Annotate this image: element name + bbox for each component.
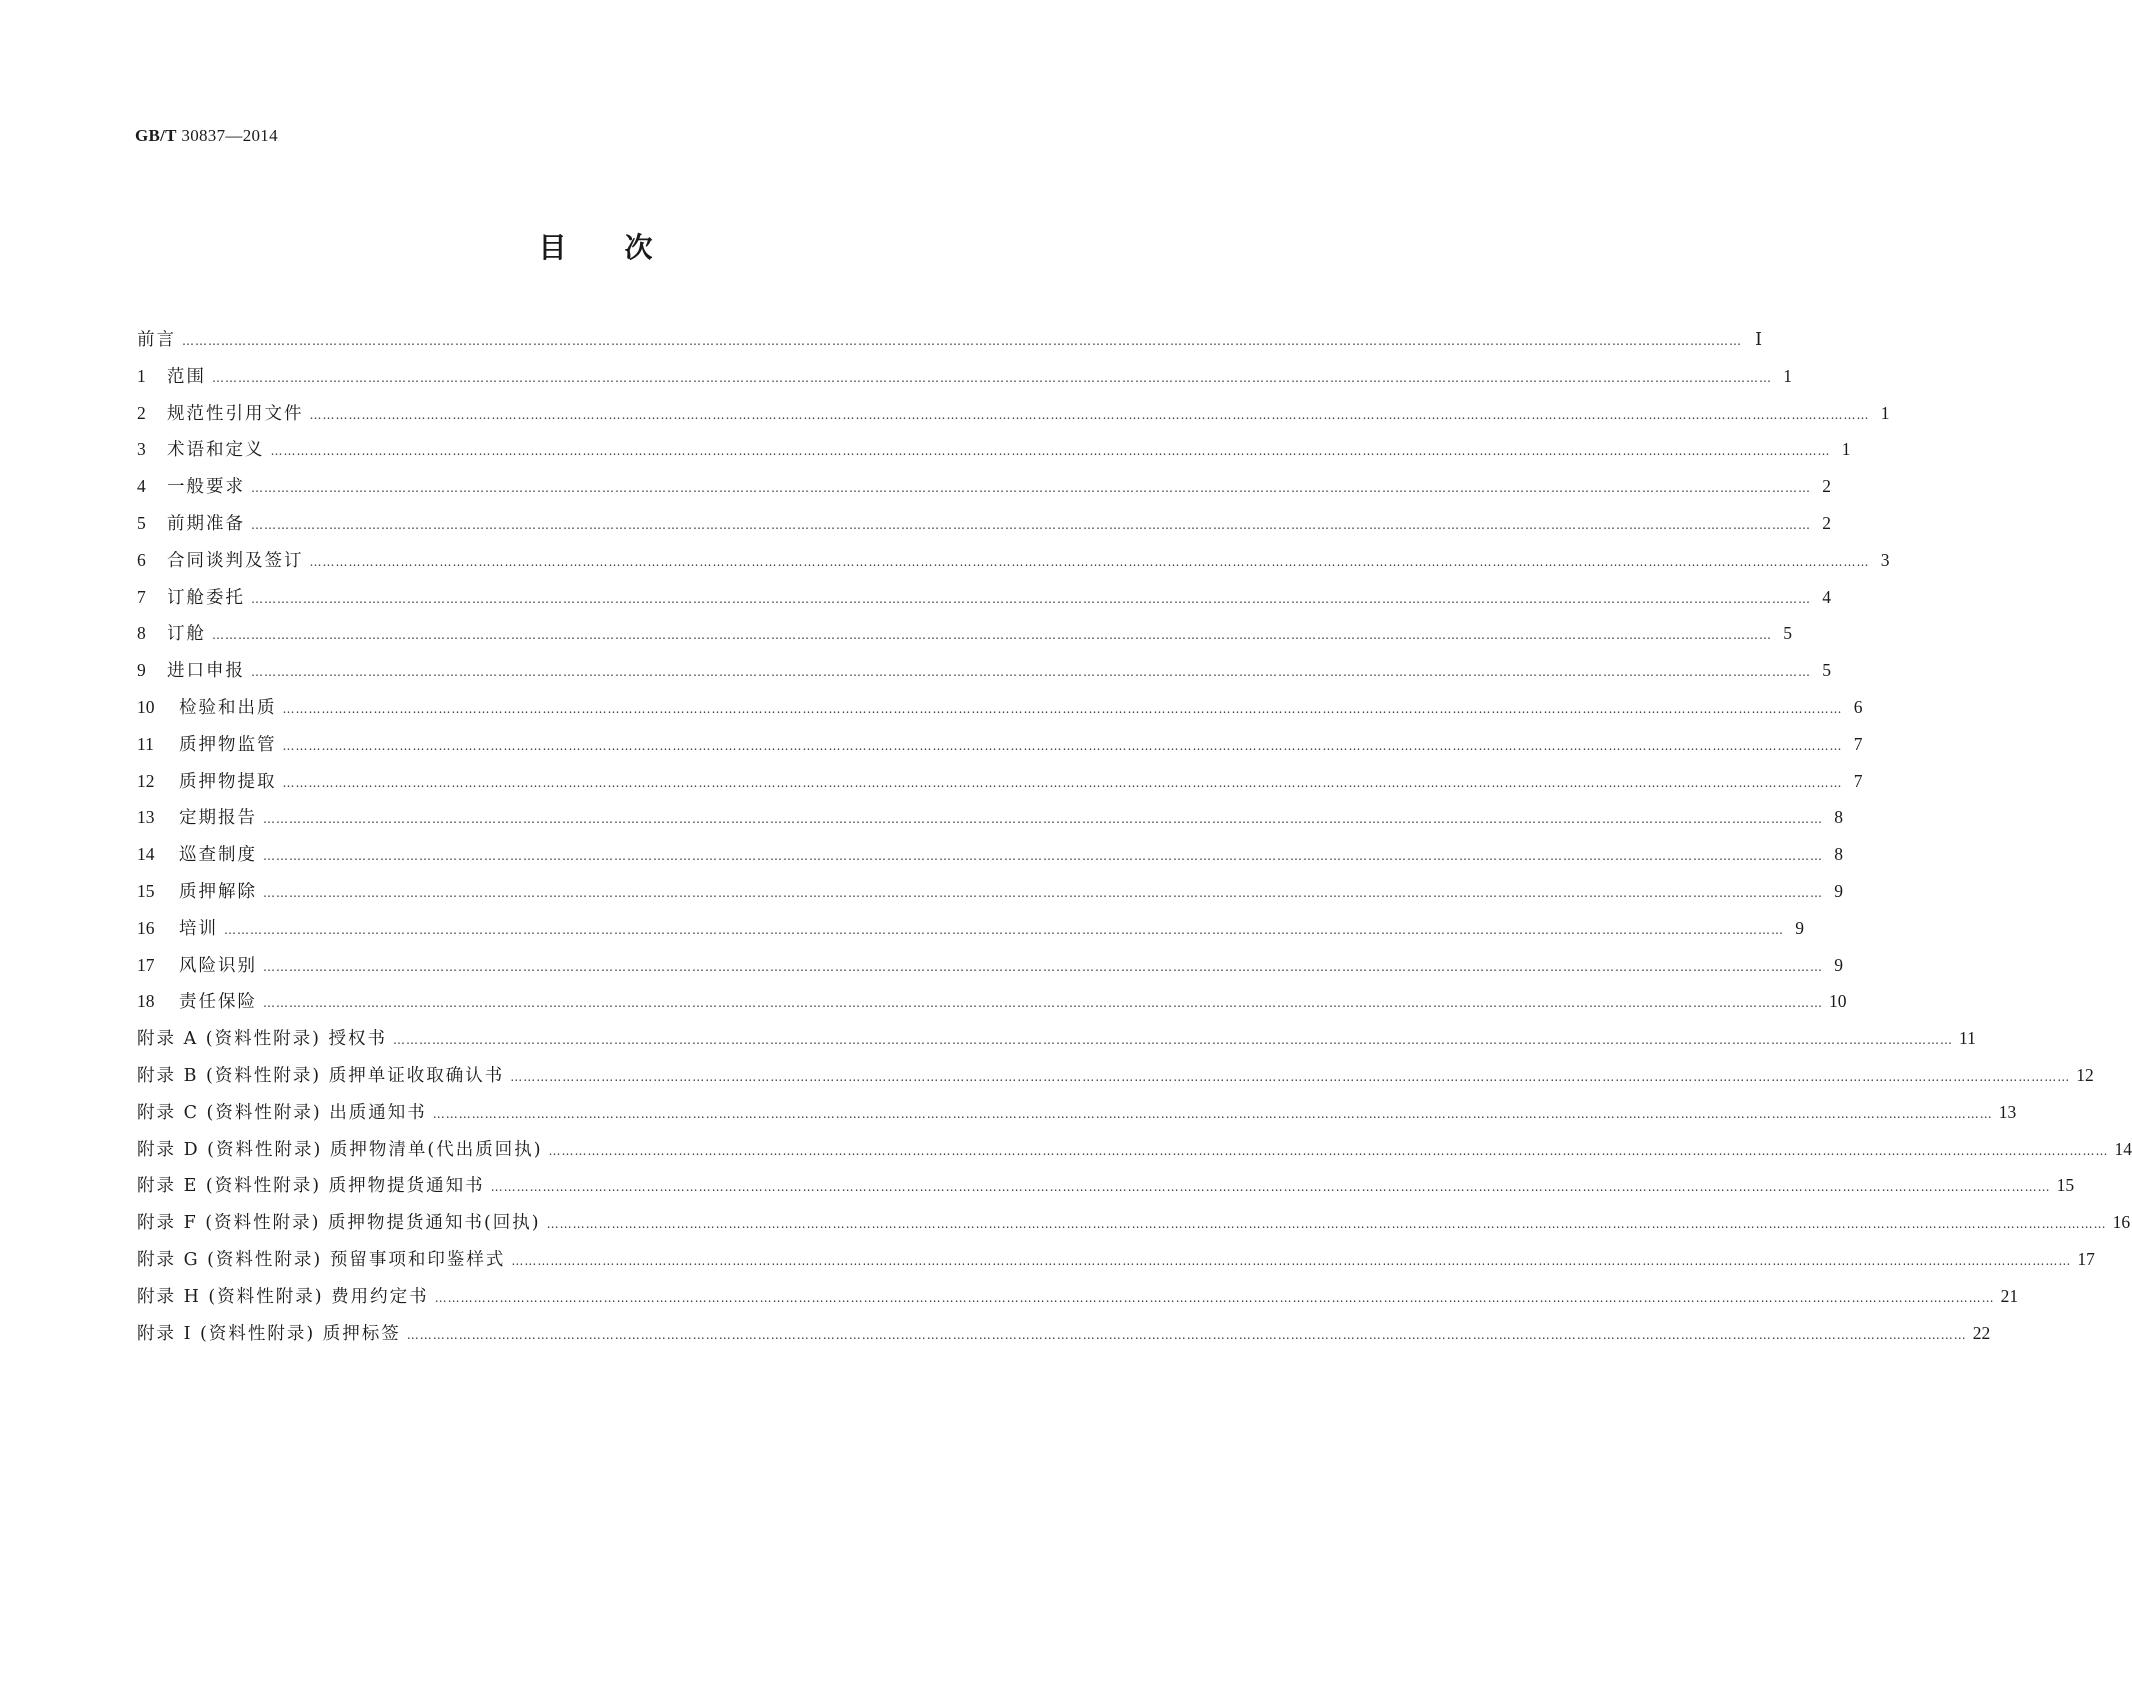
toc-entry[interactable]	[137, 473, 1831, 510]
toc-entry[interactable]	[137, 915, 1804, 952]
toc-entry-number: 8	[137, 623, 146, 644]
toc-entry[interactable]	[137, 878, 1843, 915]
toc-entry-page: 16	[2112, 1212, 2131, 1233]
toc-entry-title	[137, 1246, 505, 1271]
toc-entry-label: 进口申报	[167, 661, 245, 682]
dot-leader: ………………………………………………………………………………………………………………………………………………………………………………………………………………………………………………………………………………………………………………………………	[282, 738, 1843, 753]
dot-leader: ………………………………………………………………………………………………………………………………………………………………………………………………………………………………………………………………………………………………………………………………	[490, 1180, 2051, 1195]
toc-entry-number: 16	[137, 917, 155, 938]
toc-entry-label: 附录 C (资料性附录) 出质通知书	[137, 1102, 427, 1123]
toc-entry-page: 9	[1834, 880, 1843, 901]
toc-entry[interactable]	[137, 363, 1792, 400]
toc-entry-page: 7	[1853, 770, 1863, 791]
toc-entry[interactable]	[137, 1283, 2019, 1320]
toc-entry-title	[137, 473, 245, 498]
toc-entry-title	[137, 657, 245, 682]
toc-entry-page: 22	[1972, 1322, 1991, 1343]
toc-entry-page: 1	[1783, 365, 1792, 386]
dot-leader: ………………………………………………………………………………………………………………………………………………………………………………………………………………………………………………………………………………………………………………………………	[251, 481, 1811, 496]
dot-leader: ………………………………………………………………………………………………………………………………………………………………………………………………………………………………………………………………………………………………………………………………	[434, 1290, 1995, 1305]
toc-entry-number: 12	[137, 770, 155, 791]
toc-entry[interactable]	[137, 547, 1890, 584]
toc-entry-title	[137, 547, 304, 572]
dot-leader: ………………………………………………………………………………………………………………………………………………………………………………………………………………………………………………………………………………………………………………………………	[224, 922, 1784, 937]
toc-entry-title	[137, 988, 257, 1013]
toc-entry-title	[137, 510, 245, 535]
toc-entry[interactable]	[137, 694, 1863, 731]
dot-leader: ………………………………………………………………………………………………………………………………………………………………………………………………………………………………………………………………………………………………………………………………	[263, 849, 1823, 864]
toc-entry-label: 前期准备	[167, 513, 245, 534]
toc-entry-page: 3	[1880, 549, 1890, 570]
dot-leader: ………………………………………………………………………………………………………………………………………………………………………………………………………………………………………………………………………………………………………………………………	[510, 1069, 2071, 1084]
dot-leader: ………………………………………………………………………………………………………………………………………………………………………………………………………………………………………………………………………………………………………………………………	[251, 665, 1811, 680]
toc-entry-title	[137, 841, 257, 866]
toc-entry-label: 责任保险	[179, 992, 257, 1013]
dot-leader: ………………………………………………………………………………………………………………………………………………………………………………………………………………………………………………………………………………………………………………………………	[309, 554, 1870, 569]
toc-entry-label: 合同谈判及签订	[167, 550, 304, 571]
toc-entry-page: 17	[2077, 1248, 2095, 1269]
dot-leader: ………………………………………………………………………………………………………………………………………………………………………………………………………………………………………………………………………………………………………………………………	[263, 996, 1823, 1011]
dot-leader: ………………………………………………………………………………………………………………………………………………………………………………………………………………………………………………………………………………………………………………………………	[251, 591, 1811, 606]
dot-leader: ………………………………………………………………………………………………………………………………………………………………………………………………………………………………………………………………………………………………………………………………	[263, 959, 1823, 974]
toc-entry-label: 规范性引用文件	[167, 403, 304, 424]
toc-entry-number: 5	[137, 512, 146, 533]
toc-entry-page: 1	[1880, 402, 1890, 423]
dot-leader: ………………………………………………………………………………………………………………………………………………………………………………………………………………………………………………………………………………………………………………………………	[251, 517, 1811, 532]
toc-entry-title	[137, 952, 257, 977]
toc-entry-label: 检验和出质	[179, 697, 277, 718]
dot-leader: ………………………………………………………………………………………………………………………………………………………………………………………………………………………………………………………………………………………………………………………………	[546, 1217, 2107, 1232]
toc-entry-page: 5	[1822, 660, 1831, 681]
toc-entry-number: 2	[137, 402, 146, 423]
toc-entry-title	[137, 804, 257, 829]
toc-entry-title	[137, 400, 304, 425]
toc-entry[interactable]	[137, 657, 1831, 694]
toc-entry-number: 17	[137, 954, 155, 975]
toc-entry-label: 附录 A (资料性附录) 授权书	[137, 1029, 387, 1050]
toc-entry-title	[137, 1283, 429, 1308]
toc-entry-label: 质押物监管	[179, 734, 277, 755]
toc-entry[interactable]	[137, 326, 1762, 363]
toc-entry-title	[137, 878, 257, 903]
toc-entry-page: 21	[2000, 1285, 2019, 1306]
toc-entry-number: 3	[137, 439, 146, 460]
toc-entry[interactable]	[137, 1246, 2095, 1283]
toc-entry-page: 13	[1998, 1101, 2017, 1122]
toc-entry-page: 1	[1841, 439, 1851, 460]
toc-entry-page: 9	[1795, 917, 1804, 938]
toc-entry[interactable]	[137, 1062, 2094, 1099]
toc-entry[interactable]	[137, 400, 1890, 437]
toc-entry-title	[137, 694, 277, 719]
toc-entry[interactable]	[137, 804, 1843, 841]
toc-entry-page: 4	[1822, 586, 1831, 607]
toc-entry-page: 15	[2056, 1175, 2075, 1196]
dot-leader: ………………………………………………………………………………………………………………………………………………………………………………………………………………………………………………………………………………………………………………………………	[309, 407, 1870, 422]
toc-entry-label: 附录 D (资料性附录) 质押物清单(代出质回执)	[137, 1139, 543, 1160]
toc-entry[interactable]	[137, 988, 1847, 1025]
toc-entry-title	[137, 1025, 387, 1050]
toc-entry-number: 13	[137, 807, 155, 828]
table-of-contents	[137, 326, 2132, 1356]
toc-entry-title	[137, 363, 206, 388]
toc-entry-page: 6	[1853, 696, 1863, 717]
toc-entry-label: 附录 B (资料性附录) 质押单证收取确认书	[137, 1065, 505, 1086]
toc-entry[interactable]	[137, 1099, 2017, 1136]
toc-entry-title	[137, 1099, 427, 1124]
toc-entry-number: 4	[137, 476, 146, 497]
toc-entry-label: 附录 G (资料性附录) 预留事项和印鉴样式	[137, 1249, 506, 1270]
dot-leader: ………………………………………………………………………………………………………………………………………………………………………………………………………………………………………………………………………………………………………………………………	[432, 1106, 1993, 1121]
toc-entry-page: 8	[1834, 844, 1843, 865]
toc-entry-label: 术语和定义	[167, 440, 265, 461]
toc-entry-label: 订舱	[167, 624, 206, 645]
toc-entry-label: 质押物提取	[179, 771, 277, 792]
toc-entry-title	[137, 768, 277, 793]
standard-prefix: GB/T	[135, 126, 177, 145]
toc-entry-title	[137, 326, 176, 351]
toc-entry-number: 9	[137, 660, 146, 681]
toc-entry-label: 定期报告	[179, 808, 257, 829]
toc-entry-page: 9	[1834, 954, 1843, 975]
dot-leader: ………………………………………………………………………………………………………………………………………………………………………………………………………………………………………………………………………………………………………………………………	[282, 775, 1843, 790]
toc-entry-number: 18	[137, 991, 155, 1012]
toc-entry[interactable]	[137, 768, 1863, 805]
page-title: 目次	[538, 231, 711, 264]
dot-leader: ………………………………………………………………………………………………………………………………………………………………………………………………………………………………………………………………………………………………………………………………	[263, 812, 1823, 827]
toc-entry-label: 巡查制度	[179, 845, 257, 866]
toc-entry-number: 15	[137, 880, 155, 901]
toc-entry-label: 订舱委托	[167, 587, 245, 608]
toc-entry-label: 质押解除	[179, 881, 257, 902]
standard-number	[135, 126, 278, 146]
toc-entry-label: 附录 E (资料性附录) 质押物提货通知书	[137, 1176, 485, 1197]
toc-entry-title	[137, 620, 206, 645]
dot-leader: ………………………………………………………………………………………………………………………………………………………………………………………………………………………………………………………………………………………………………………………………	[282, 701, 1843, 716]
toc-entry-label: 一般要求	[167, 477, 245, 498]
toc-entry-page: Ⅰ	[1755, 329, 1762, 349]
toc-entry[interactable]	[137, 1209, 2131, 1246]
toc-entry-title	[137, 731, 277, 756]
toc-entry-title	[137, 915, 218, 940]
toc-entry-label: 培训	[179, 918, 218, 939]
toc-entry-page: 2	[1822, 512, 1831, 533]
toc-entry-number: 11	[137, 733, 154, 754]
dot-leader: ………………………………………………………………………………………………………………………………………………………………………………………………………………………………………………………………………………………………………………………………	[263, 885, 1823, 900]
toc-entry-page: 11	[1958, 1028, 1976, 1049]
dot-leader: ………………………………………………………………………………………………………………………………………………………………………………………………………………………………………………………………………………………………………………………………	[406, 1327, 1967, 1342]
toc-entry-page: 10	[1829, 991, 1847, 1012]
toc-entry-number: 14	[137, 844, 155, 865]
toc-entry[interactable]	[137, 1025, 1976, 1062]
toc-entry-title	[137, 1320, 401, 1345]
dot-leader: ………………………………………………………………………………………………………………………………………………………………………………………………………………………………………………………………………………………………………………………………	[212, 628, 1772, 643]
toc-entry[interactable]	[137, 731, 1863, 768]
toc-entry[interactable]	[137, 436, 1851, 473]
toc-entry-page: 2	[1822, 476, 1831, 497]
toc-entry-title	[137, 1172, 485, 1197]
toc-entry-label: 附录 I (资料性附录) 质押标签	[137, 1323, 401, 1344]
toc-entry[interactable]	[137, 584, 1831, 621]
toc-entry[interactable]	[137, 510, 1831, 547]
toc-entry-number: 7	[137, 586, 146, 607]
toc-entry-label: 附录 F (资料性附录) 质押物提货通知书(回执)	[137, 1213, 541, 1234]
toc-entry[interactable]	[137, 620, 1792, 657]
dot-leader: ………………………………………………………………………………………………………………………………………………………………………………………………………………………………………………………………………………………………………………………………	[270, 444, 1831, 459]
dot-leader: ………………………………………………………………………………………………………………………………………………………………………………………………………………………………………………………………………………………………………………………………	[511, 1253, 2072, 1268]
standard-code: 30837—2014	[181, 126, 278, 145]
toc-entry-page: 12	[2076, 1064, 2094, 1085]
toc-entry-number: 10	[137, 696, 155, 717]
toc-entry-title	[137, 436, 265, 461]
toc-entry-label: 范围	[167, 366, 206, 387]
toc-entry[interactable]	[137, 1172, 2075, 1209]
toc-entry-page: 8	[1834, 807, 1843, 828]
dot-leader: ………………………………………………………………………………………………………………………………………………………………………………………………………………………………………………………………………………………………………………………………	[548, 1143, 2109, 1158]
toc-entry[interactable]	[137, 1320, 1991, 1357]
toc-entry-number: 1	[137, 365, 146, 386]
toc-entry-title	[137, 1136, 543, 1161]
dot-leader: ………………………………………………………………………………………………………………………………………………………………………………………………………………………………………………………………………………………………………………………………	[212, 370, 1772, 385]
dot-leader: ………………………………………………………………………………………………………………………………………………………………………………………………………………………………………………………………………………………………………………………………	[392, 1033, 1953, 1048]
toc-entry-label: 附录 H (资料性附录) 费用约定书	[137, 1286, 429, 1307]
toc-entry[interactable]	[137, 952, 1843, 989]
toc-entry[interactable]	[137, 1136, 2132, 1173]
dot-leader: ………………………………………………………………………………………………………………………………………………………………………………………………………………………………………………………………………………………………………………………………	[182, 334, 1742, 348]
toc-entry-title	[137, 584, 245, 609]
toc-entry-label: 风险识别	[179, 955, 257, 976]
toc-entry-label: 前言	[137, 330, 176, 350]
toc-entry-page: 5	[1783, 623, 1792, 644]
toc-entry-title	[137, 1062, 504, 1087]
toc-entry[interactable]	[137, 841, 1843, 878]
toc-entry-page: 14	[2114, 1138, 2132, 1159]
toc-entry-page: 7	[1853, 733, 1863, 754]
toc-entry-title	[137, 1209, 541, 1234]
toc-entry-number: 6	[137, 549, 146, 570]
